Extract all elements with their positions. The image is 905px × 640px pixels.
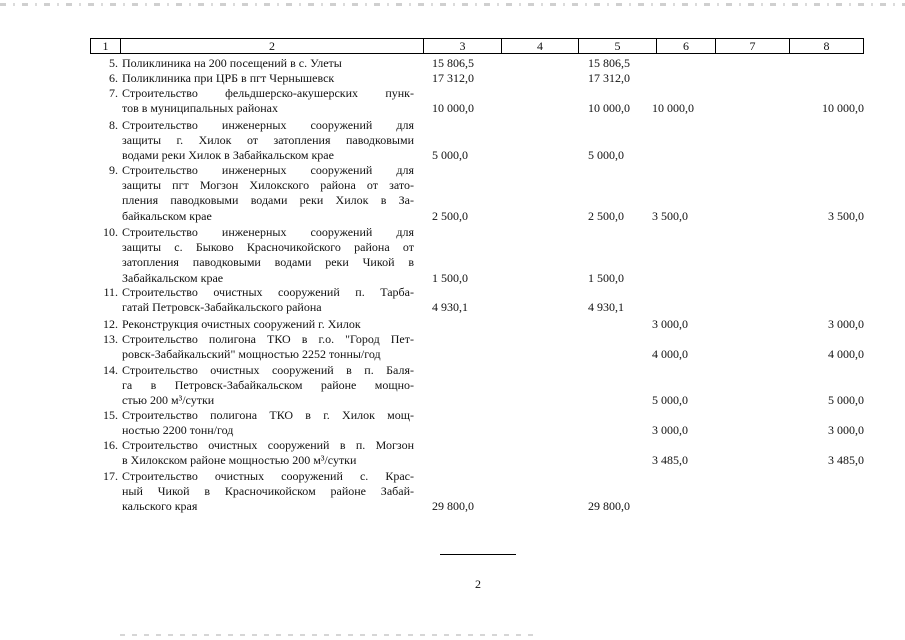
- col3-value: 5 000,0: [432, 148, 468, 163]
- row-name-line: Строительство инженерных сооружений для: [122, 118, 414, 132]
- col5-value: 10 000,0: [588, 101, 630, 116]
- col3-value: 10 000,0: [432, 101, 474, 116]
- row-name-line: пления паводковыми водами реки Хилок в За-: [122, 193, 414, 208]
- row-name-line: ный Чикой в Красночикойском районе Забай-: [122, 484, 414, 499]
- row-name-line: защиты с. Быково Красночикойского района от: [122, 240, 414, 255]
- col8-value: 3 500,0: [828, 208, 864, 223]
- row-number: 13.: [103, 332, 118, 346]
- row-name-line: га в Петровск-Забайкальском районе мощно-: [122, 378, 414, 393]
- header-col-8: 8: [789, 39, 863, 53]
- row-name-line: Строительство инженерных сооружений для: [122, 225, 414, 239]
- col3-value: 2 500,0: [432, 208, 468, 223]
- col3-value: 4 930,1: [432, 300, 468, 315]
- row-number: 9.: [109, 163, 118, 177]
- col8-value: 4 000,0: [828, 347, 864, 362]
- scan-artifact-bottom: [120, 634, 540, 636]
- row-number: 8.: [109, 118, 118, 132]
- col5-value: 2 500,0: [588, 208, 624, 223]
- col6-value: 3 500,0: [652, 208, 688, 223]
- row-number: 6.: [109, 71, 118, 85]
- row-number: 16.: [103, 438, 118, 452]
- row-name-line: гатай Петровск-Забайкальского района: [122, 300, 322, 315]
- row-name-line: кальского края: [122, 499, 198, 514]
- row-name-line: в Хилокском районе мощностью 200 м³/сутки: [122, 453, 357, 468]
- row-number: 11.: [103, 285, 118, 299]
- header-col-1: 1: [102, 39, 109, 53]
- row-name-line: Строительство очистных сооружений в п. Могзон: [122, 438, 414, 452]
- header-col-2: 2: [120, 39, 423, 53]
- row-name-line: Строительство полигона ТКО в г. Хилок мощ-: [122, 408, 414, 422]
- row-name-line: Строительство фельдшерско-акушерских пунк-: [122, 86, 414, 100]
- row-name-line: байкальском крае: [122, 208, 212, 223]
- col6-value: 5 000,0: [652, 393, 688, 408]
- row-number: 7.: [109, 86, 118, 100]
- table-header: [90, 38, 864, 54]
- page-number: 2: [475, 577, 481, 591]
- row-name-line: затопления паводковыми водами реки Чикой в: [122, 255, 414, 270]
- col3-value: 17 312,0: [432, 71, 474, 85]
- row-name-line: Поликлиника на 200 посещений в с. Улеты: [122, 56, 342, 70]
- col8-value: 10 000,0: [822, 101, 864, 116]
- footer-rule: [440, 554, 516, 555]
- col3-value: 1 500,0: [432, 270, 468, 285]
- scan-artifact-top: [0, 3, 905, 6]
- col3-value: 29 800,0: [432, 499, 474, 514]
- row-name-line: ровск-Забайкальский" мощностью 2252 тонны/год: [122, 347, 381, 362]
- row-name-line: Строительство полигона ТКО в г.о. "Город Пет-: [122, 332, 414, 346]
- row-name-line: Реконструкция очистных сооружений г. Хилок: [122, 317, 361, 331]
- col6-value: 3 000,0: [652, 317, 688, 331]
- row-number: 12.: [103, 317, 118, 331]
- col6-value: 10 000,0: [652, 101, 694, 116]
- col3-value: 15 806,5: [432, 56, 474, 70]
- row-name-line: Забайкальском крае: [122, 270, 224, 285]
- col6-value: 3 000,0: [652, 423, 688, 438]
- row-number: 5.: [109, 56, 118, 70]
- row-name-line: тов в муниципальных районах: [122, 101, 278, 116]
- row-name-line: Строительство очистных сооружений п. Тарба-: [122, 285, 414, 299]
- header-col-4: 4: [501, 39, 578, 53]
- col8-value: 5 000,0: [828, 393, 864, 408]
- row-name-line: защиты г. Хилок от затопления паводковыми: [122, 133, 414, 148]
- col5-value: 15 806,5: [588, 56, 630, 70]
- col8-value: 3 000,0: [828, 317, 864, 331]
- row-name-line: стью 200 м³/сутки: [122, 393, 215, 408]
- row-name-line: защиты пгт Могзон Хилокского района от зато-: [122, 178, 414, 193]
- row-name-line: ностью 2200 тонн/год: [122, 423, 234, 438]
- header-col-6: 6: [656, 39, 715, 53]
- row-name-line: Строительство инженерных сооружений для: [122, 163, 414, 177]
- row-number: 14.: [103, 363, 118, 377]
- row-name-line: Строительство очистных сооружений с. Крас-: [122, 469, 414, 483]
- col5-value: 1 500,0: [588, 270, 624, 285]
- col6-value: 3 485,0: [652, 453, 688, 468]
- col8-value: 3 000,0: [828, 423, 864, 438]
- header-col-3: 3: [423, 39, 501, 53]
- row-name-line: Строительство очистных сооружений в п. Баля-: [122, 363, 414, 377]
- col6-value: 4 000,0: [652, 347, 688, 362]
- col5-value: 17 312,0: [588, 71, 630, 85]
- row-name-line: Поликлиника при ЦРБ в пгт Чернышевск: [122, 71, 335, 85]
- header-col-7: 7: [715, 39, 789, 53]
- col5-value: 5 000,0: [588, 148, 624, 163]
- row-number: 15.: [103, 408, 118, 422]
- col5-value: 29 800,0: [588, 499, 630, 514]
- row-number: 17.: [103, 469, 118, 483]
- row-name-line: водами реки Хилок в Забайкальском крае: [122, 148, 334, 163]
- col8-value: 3 485,0: [828, 453, 864, 468]
- row-number: 10.: [103, 225, 118, 239]
- header-col-5: 5: [578, 39, 656, 53]
- col5-value: 4 930,1: [588, 300, 624, 315]
